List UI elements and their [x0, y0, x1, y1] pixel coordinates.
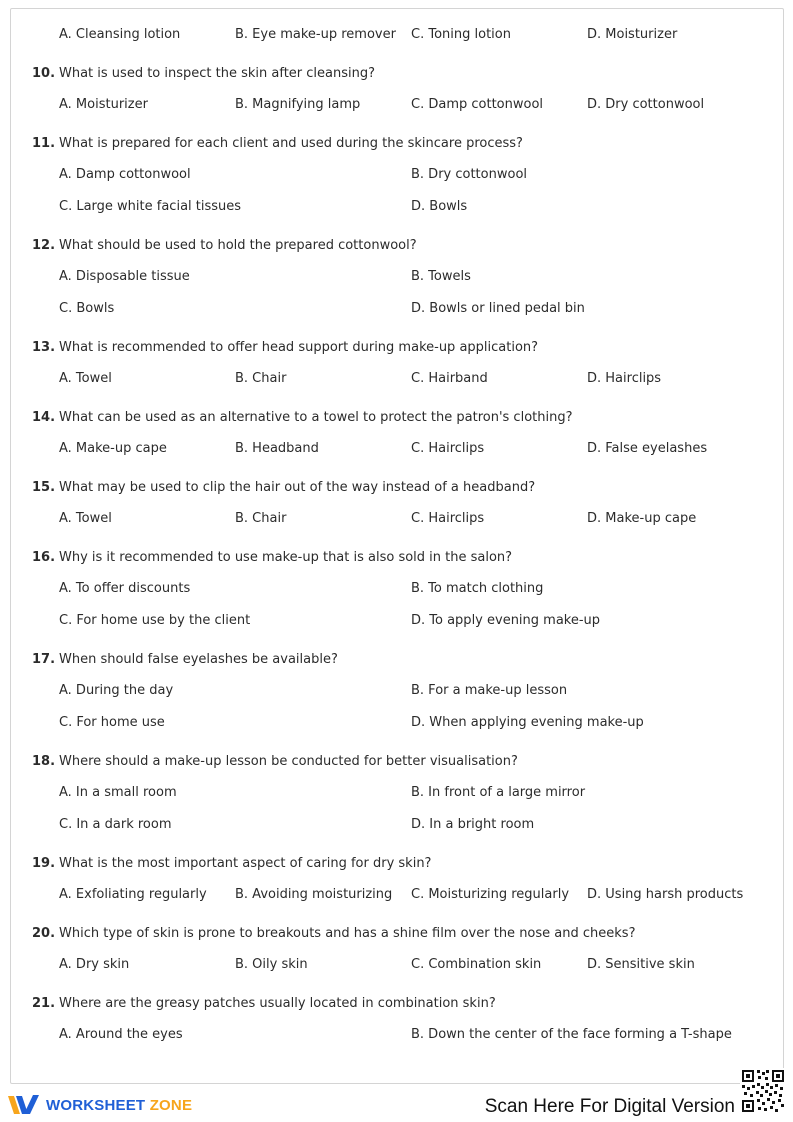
question-text: What is the most important aspect of caring for dry skin? [59, 856, 432, 871]
question-text: What is recommended to offer head support during make-up application? [59, 340, 539, 355]
question-20 [32, 926, 782, 942]
question-text: When should false eyelashes be available? [59, 652, 338, 667]
option: D. Make-up cape [587, 511, 697, 526]
question-number: 11. [32, 136, 56, 151]
option: A. Cleansing lotion [59, 27, 181, 42]
brand-name-part1: WORKSHEET [46, 1096, 146, 1114]
brand-logo[interactable] [8, 1094, 192, 1116]
option: B. Chair [235, 511, 287, 526]
options-q16 [32, 581, 782, 629]
question-number: 15. [32, 480, 56, 495]
question-number: 10. [32, 66, 56, 81]
question-number: 21. [32, 996, 56, 1011]
question-19 [32, 856, 782, 872]
option: A. Around the eyes [59, 1027, 183, 1042]
options-q11 [32, 167, 782, 215]
option: A. Exfoliating regularly [59, 887, 207, 902]
option: B. Headband [235, 441, 319, 456]
option: D. In a bright room [411, 817, 535, 832]
options-q21 [32, 1027, 782, 1043]
option: D. Sensitive skin [587, 957, 695, 972]
question-10 [32, 66, 782, 82]
option: C. In a dark room [59, 817, 172, 832]
option: C. Combination skin [411, 957, 542, 972]
question-number: 16. [32, 550, 56, 565]
question-text: Which type of skin is prone to breakouts and has a shine film over the nose and cheeks? [59, 926, 636, 941]
option: D. Dry cottonwool [587, 97, 705, 112]
option: D. Moisturizer [587, 27, 678, 42]
question-text: What is prepared for each client and used during the skincare process? [59, 136, 523, 151]
question-number: 12. [32, 238, 56, 253]
options-q10 [32, 97, 782, 113]
options-q15 [32, 511, 782, 527]
option: A. To offer discounts [59, 581, 191, 596]
option: C. Large white facial tissues [59, 199, 242, 214]
option: A. Moisturizer [59, 97, 148, 112]
brand-name-part2: ZONE [149, 1096, 193, 1114]
option: B. In front of a large mirror [411, 785, 586, 800]
option: B. Oily skin [235, 957, 308, 972]
option: A. In a small room [59, 785, 177, 800]
question-text: Where are the greasy patches usually located in combination skin? [59, 996, 496, 1011]
question-text: What should be used to hold the prepared cottonwool? [59, 238, 417, 253]
option: C. Hairclips [411, 511, 485, 526]
option: D. When applying evening make-up [411, 715, 644, 730]
question-12 [32, 238, 782, 254]
question-13 [32, 340, 782, 356]
question-number: 13. [32, 340, 56, 355]
option: D. Hairclips [587, 371, 662, 386]
option: C. Moisturizing regularly [411, 887, 570, 902]
question-18 [32, 754, 782, 770]
question-number: 19. [32, 856, 56, 871]
option: C. Hairclips [411, 441, 485, 456]
page-footer [0, 1088, 793, 1122]
options-q9 [32, 27, 782, 43]
question-15 [32, 480, 782, 496]
option: A. Towel [59, 511, 112, 526]
question-number: 20. [32, 926, 56, 941]
worksheetzone-logo-icon [8, 1094, 40, 1116]
question-text: Why is it recommended to use make-up that is also sold in the salon? [59, 550, 513, 565]
option: D. To apply evening make-up [411, 613, 601, 628]
question-number: 17. [32, 652, 56, 667]
option: C. For home use by the client [59, 613, 251, 628]
option: B. Avoiding moisturizing [235, 887, 393, 902]
options-q19 [32, 887, 782, 903]
question-21 [32, 996, 782, 1012]
question-text: Where should a make-up lesson be conducted for better visualisation? [59, 754, 518, 769]
option: B. Towels [411, 269, 471, 284]
scan-caption: Scan Here For Digital Version [484, 1096, 735, 1117]
option: A. Towel [59, 371, 112, 386]
question-17 [32, 652, 782, 668]
question-list [32, 27, 782, 1043]
option: C. Hairband [411, 371, 488, 386]
options-q20 [32, 957, 782, 973]
option: A. Disposable tissue [59, 269, 190, 284]
brand-name [46, 1097, 192, 1114]
question-text: What is used to inspect the skin after cleansing? [59, 66, 376, 81]
option: B. Eye make-up remover [235, 27, 396, 42]
question-14 [32, 410, 782, 426]
question-16 [32, 550, 782, 566]
option: B. Down the center of the face forming a T-shape [411, 1027, 732, 1042]
option: A. Damp cottonwool [59, 167, 191, 182]
option: A. Make-up cape [59, 441, 167, 456]
option: D. Bowls or lined pedal bin [411, 301, 585, 316]
option: B. For a make-up lesson [411, 683, 568, 698]
option: C. For home use [59, 715, 165, 730]
options-q18 [32, 785, 782, 833]
option: C. Damp cottonwool [411, 97, 544, 112]
option: B. Chair [235, 371, 287, 386]
question-text: What may be used to clip the hair out of the way instead of a headband? [59, 480, 536, 495]
option: D. Using harsh products [587, 887, 744, 902]
question-text: What can be used as an alternative to a towel to protect the patron's clothing? [59, 410, 573, 425]
option: C. Toning lotion [411, 27, 511, 42]
option: B. Dry cottonwool [411, 167, 528, 182]
worksheet-page [10, 8, 784, 1084]
option: B. To match clothing [411, 581, 544, 596]
question-number: 18. [32, 754, 56, 769]
qr-code-icon[interactable] [740, 1068, 786, 1118]
options-q17 [32, 683, 782, 731]
option: B. Magnifying lamp [235, 97, 361, 112]
option: D. Bowls [411, 199, 468, 214]
option: A. Dry skin [59, 957, 130, 972]
option: D. False eyelashes [587, 441, 708, 456]
option: C. Bowls [59, 301, 115, 316]
options-q14 [32, 441, 782, 457]
options-q13 [32, 371, 782, 387]
question-number: 14. [32, 410, 56, 425]
options-q12 [32, 269, 782, 317]
question-11 [32, 136, 782, 152]
option: A. During the day [59, 683, 174, 698]
